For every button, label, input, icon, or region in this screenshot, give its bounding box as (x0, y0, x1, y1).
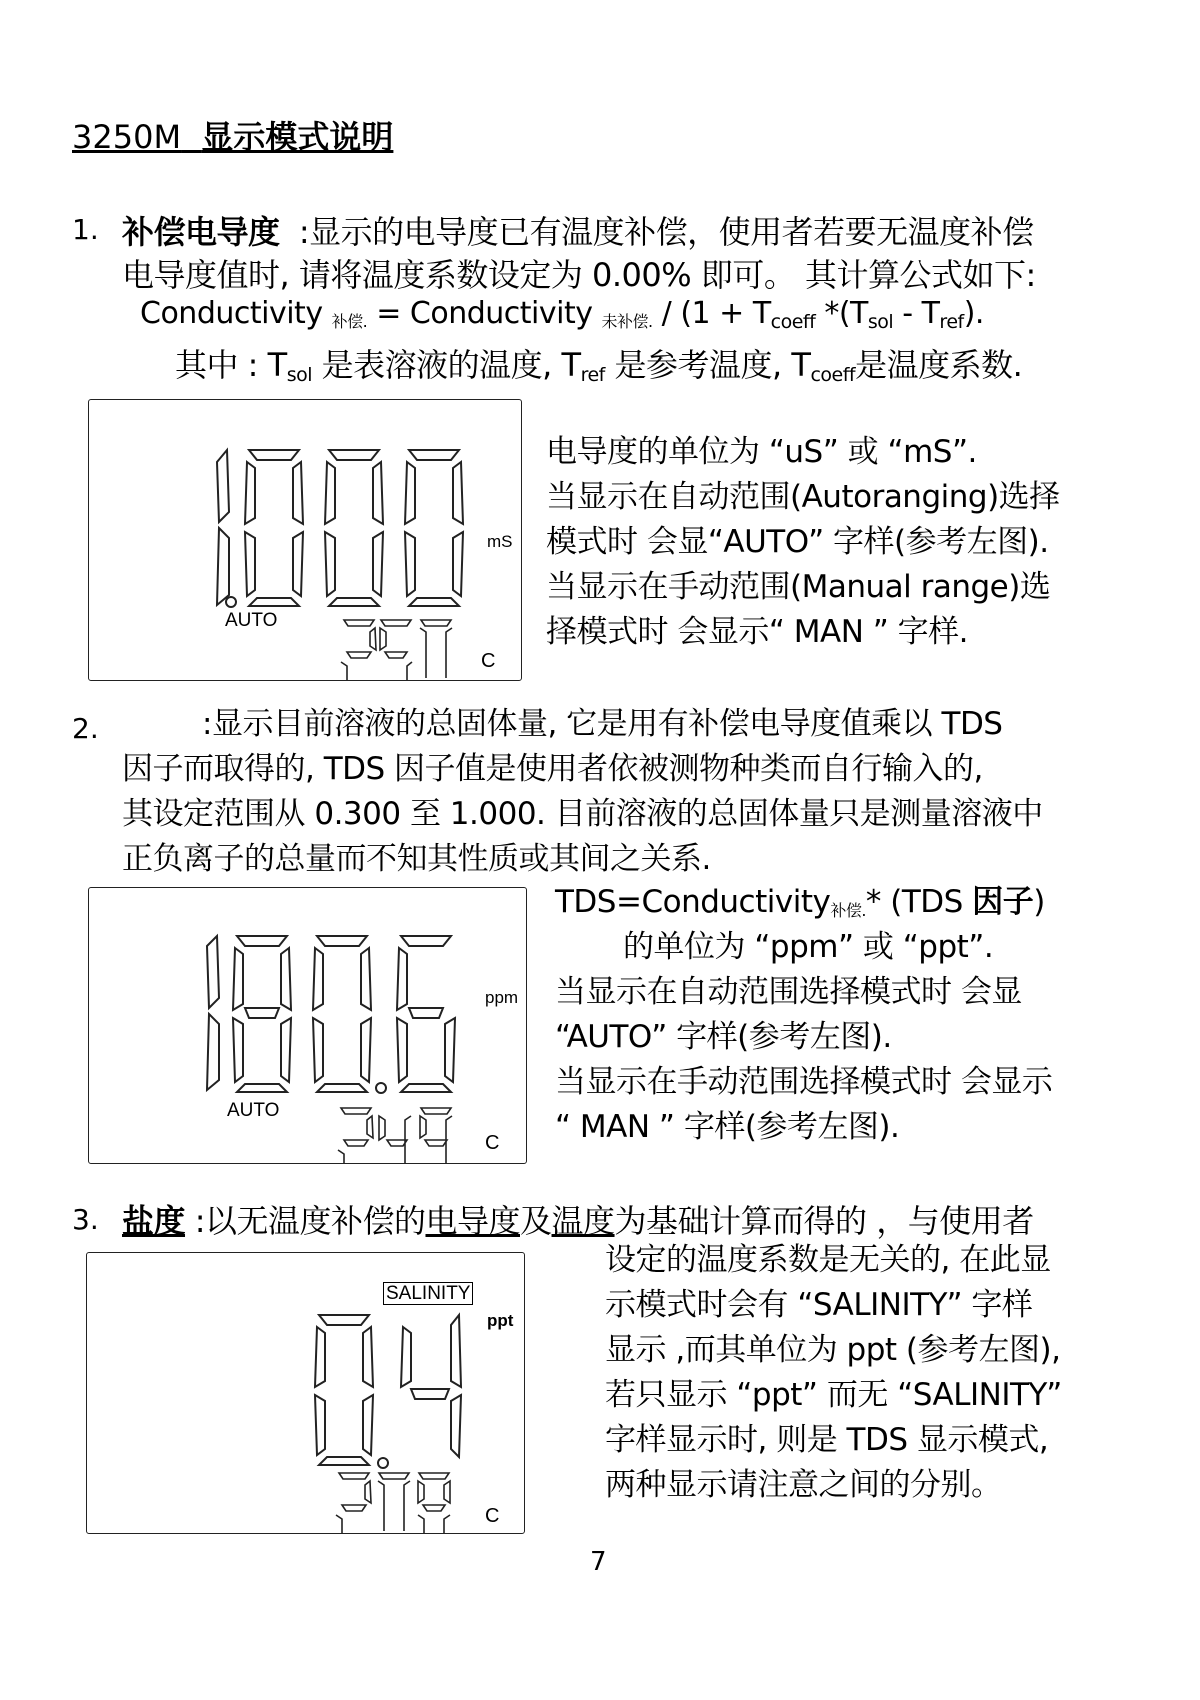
section2-formula: TDS=Conductivity补偿.* (TDS 因子) (555, 884, 1045, 920)
lcd-display-tds (88, 887, 527, 1164)
lcd-digit-0 (313, 936, 371, 1092)
lcd-decimal-point (226, 597, 236, 607)
lcd-temp-unit: C (481, 650, 496, 672)
lcd-mode-label: AUTO (225, 610, 278, 631)
section2-number: 2. (72, 712, 99, 745)
section2-body: :显示目前溶液的总固体量, 它是用有补偿电导度值乘以 TDS 因子而取得的, TDS 因子值是使用者依被测物种类而自行输入的, 其设定范围从 0.300 至 1.000. 目前溶液的总固体量只是测量溶液中 正负离子的总量而不知其性质或其间之关系. (122, 706, 1043, 877)
lcd-display-conductivity (88, 399, 522, 681)
lcd-salinity-tag: SALINITY (383, 1283, 473, 1305)
link-conductivity: 电导度 (425, 1202, 520, 1240)
lcd-decimal-point (376, 1083, 386, 1093)
page-number: 7 (590, 1547, 607, 1577)
section3-term: 盐度 (122, 1202, 186, 1240)
section1-line2: 电导度值时, 请将温度系数设定为 0.00% 即可。 其计算公式如下: (122, 256, 1036, 294)
lcd-digit-6 (397, 936, 455, 1092)
section1-term: 补偿电导度 (122, 213, 280, 251)
lcd-digit-0b (325, 450, 383, 606)
lcd-unit: ppm (485, 988, 519, 1007)
lcd-temp-digits (338, 1108, 452, 1163)
section1-formula: Conductivity 补偿. = Conductivity 未补偿. / ($1 + T_{coeff}$ $*(T_{sol} - T_{ref})$. (140, 296, 984, 333)
section1-number: 1. (72, 213, 99, 246)
lcd-temp-digits (336, 1473, 450, 1533)
model-number: 3250M (72, 118, 182, 156)
link-temperature: 温度 (551, 1202, 615, 1240)
section1-line1: 补偿电导度 :显示的电导度已有温度补偿，使用者若要无温度补偿 (122, 213, 1034, 251)
lcd-digit-8 (233, 936, 291, 1092)
section3-number: 3. (72, 1203, 99, 1236)
lcd-digit-4 (401, 1315, 461, 1457)
lcd-temp-unit: C (485, 1132, 500, 1154)
page-heading (72, 112, 393, 158)
lcd-digit-0 (315, 1315, 373, 1465)
lcd-temp-unit: C (485, 1505, 500, 1527)
lcd-display-salinity (86, 1252, 525, 1534)
lcd-digit-1 (217, 450, 229, 605)
lcd-digit-0a (245, 450, 303, 606)
lcd-main-digits (89, 400, 521, 680)
lcd-digit-1 (207, 936, 219, 1090)
lcd-digit-0c (405, 450, 463, 606)
heading-title: 显示模式说明 (201, 118, 394, 156)
section1-where: 其中 : $T_{sol}$ 是表溶液的温度, $T_{ref}$ 是参考温度, $T_{coeff}$是温度系数. (175, 346, 1023, 386)
section1-description: 电导度的单位为 “uS” 或 “mS”. 当显示在自动范围(Autoranging)选择 模式时 会显“AUTO” 字样(参考左图). 当显示在手动范围(Manual range)选 择模式时 会显示“ MAN ” 字样. (546, 434, 1060, 650)
lcd-unit: mS (487, 532, 513, 551)
section2-description: 的单位为 “ppm” 或 “ppt”. 当显示在自动范围选择模式时 会显 “AUTO” 字样(参考左图). 当显示在手动范围选择模式时 会显示 “ MAN ” 字样(参考左图). (555, 929, 1053, 1145)
lcd-temp-digits (341, 620, 452, 680)
lcd-main-digits (89, 888, 526, 1163)
lcd-unit: ppt (487, 1311, 514, 1330)
lcd-decimal-point (378, 1458, 388, 1468)
lcd-mode-label: AUTO (227, 1100, 280, 1121)
section3-line1: 盐度 :以无温度补偿的电导度及温度为基础计算而得的 ，与使用者 (122, 1202, 1034, 1240)
section3-description: 设定的温度系数是无关的, 在此显 示模式时会有 “SALINITY” 字样 显示 ,而其单位为 ppt (参考左图), 若只显示 “ppt” 而无 “SALINITY” 字样显示时, 则是 TDS 显示模式, 两种显示请注意之间的分别。 (605, 1242, 1062, 1503)
